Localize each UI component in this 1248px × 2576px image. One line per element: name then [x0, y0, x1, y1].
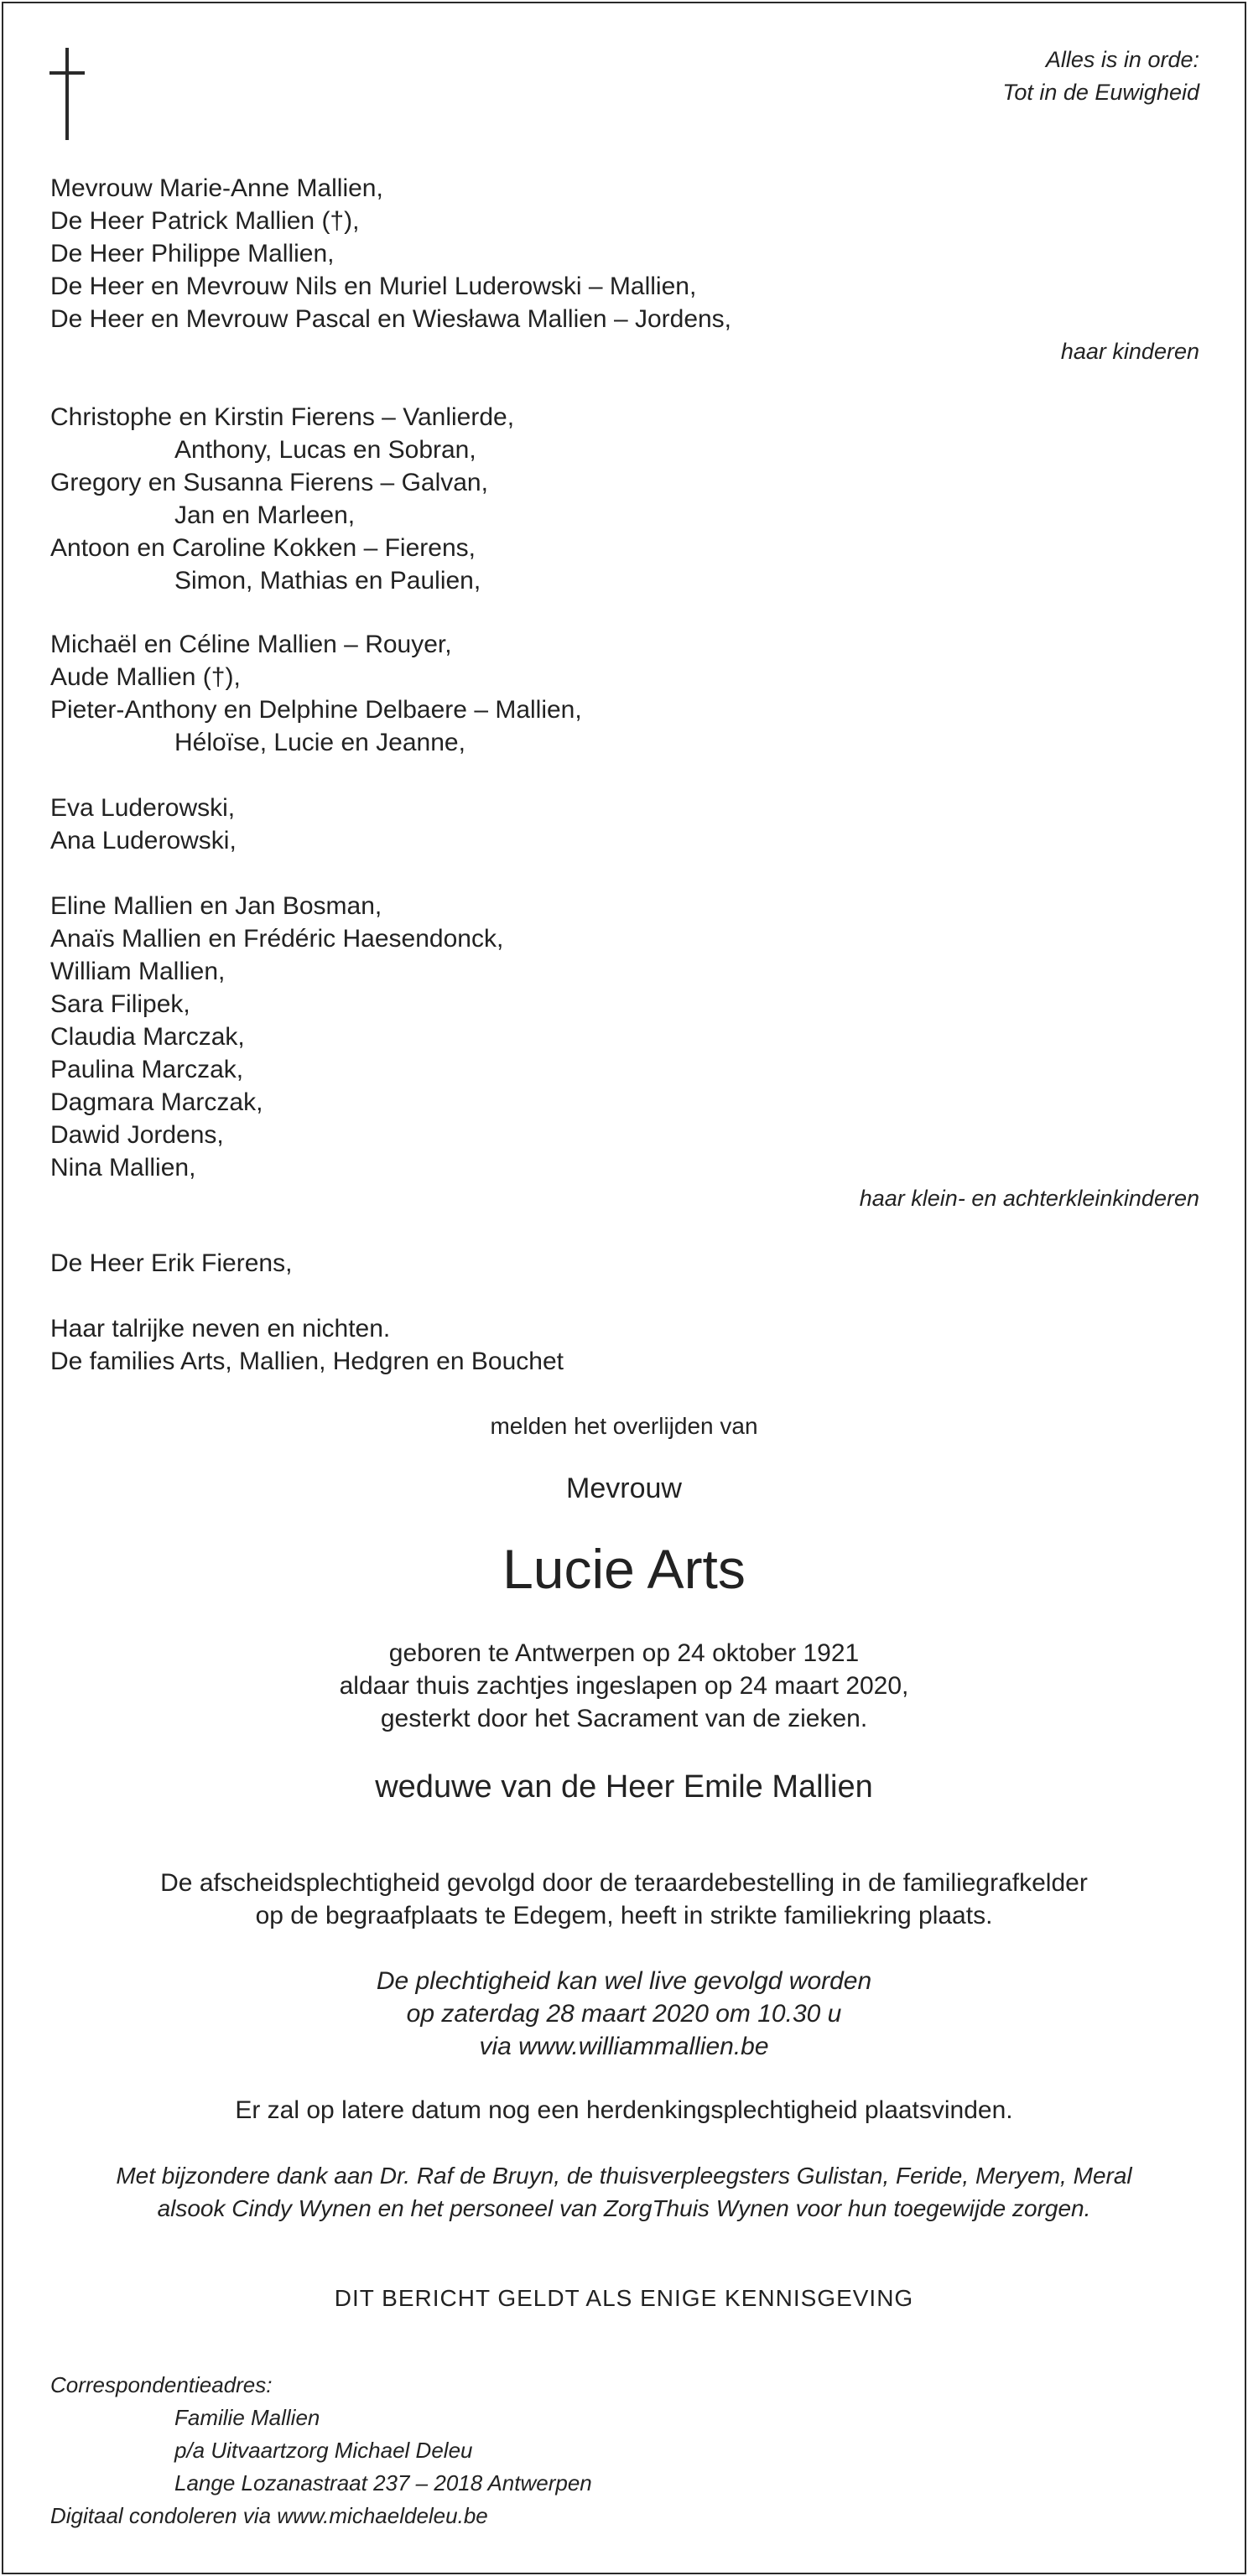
- family-line: Mevrouw Marie-Anne Mallien,: [50, 174, 383, 202]
- family-line: Anthony, Lucas en Sobran,: [174, 436, 476, 464]
- family-line: Pieter-Anthony en Delphine Delbaere – Mallien,: [50, 696, 582, 724]
- family-line: William Mallien,: [50, 958, 226, 985]
- family-line: Michaël en Céline Mallien – Rouyer,: [50, 631, 452, 658]
- family-line: Paulina Marczak,: [50, 1056, 244, 1083]
- thanks-line: Met bijzondere dank aan Dr. Raf de Bruyn, de thuisverpleegsters Gulistan, Feride, Meryem, Meral: [116, 2163, 1132, 2189]
- widow-line: weduwe van de Heer Emile Mallien: [375, 1769, 873, 1805]
- family-line: De Heer Patrick Mallien (†),: [50, 207, 360, 235]
- family-line: Claudia Marczak,: [50, 1023, 245, 1051]
- thanks-line: alsook Cindy Wynen en het personeel van ZorgThuis Wynen voor hun toegewijde zorgen.: [157, 2195, 1091, 2221]
- deceased-title: Mevrouw: [566, 1472, 682, 1504]
- family-line: De Heer en Mevrouw Nils en Muriel Luderowski – Mallien,: [50, 273, 697, 300]
- correspondence-line: Lange Lozanastraat 237 – 2018 Antwerpen: [174, 2470, 592, 2496]
- family-line: Ana Luderowski,: [50, 827, 237, 854]
- cross-vertical-bar: [65, 48, 69, 140]
- family-line: Dagmara Marczak,: [50, 1088, 263, 1116]
- cross-horizontal-bar: [49, 71, 85, 75]
- family-line: Eline Mallien en Jan Bosman,: [50, 892, 382, 920]
- motto-line: Alles is in orde:: [1045, 47, 1199, 72]
- family-line: Nina Mallien,: [50, 1154, 196, 1182]
- motto: [1002, 44, 1199, 109]
- family-line: Sara Filipek,: [50, 990, 190, 1018]
- memorial-line: Er zal op latere datum nog een herdenkingsplechtigheid plaatsvinden.: [235, 2096, 1013, 2124]
- family-line: Christophe en Kirstin Fierens – Vanlierde,: [50, 403, 515, 431]
- announcement: melden het overlijden van: [490, 1413, 758, 1439]
- ceremony-line: De afscheidsplechtigheid gevolgd door de teraardebestelling in de familiegrafkelder: [160, 1869, 1088, 1897]
- family-line: Jan en Marleen,: [174, 501, 356, 529]
- motto-line: Tot in de Euwigheid: [1002, 80, 1199, 105]
- correspondence-label: Correspondentieadres:: [50, 2372, 273, 2397]
- bio-line: aldaar thuis zachtjes ingeslapen op 24 maart 2020,: [339, 1672, 909, 1700]
- family-line: Gregory en Susanna Fierens – Galvan,: [50, 469, 488, 496]
- family-line: Eva Luderowski,: [50, 794, 236, 822]
- grandchildren-caption: haar klein- en achterkleinkinderen: [859, 1186, 1199, 1211]
- correspondence-line: Familie Mallien: [174, 2405, 320, 2430]
- family-line: Simon, Mathias en Paulien,: [174, 567, 481, 595]
- livestream-line: De plechtigheid kan wel live gevolgd worden: [376, 1967, 872, 1995]
- condolence-line: Digitaal condoleren via www.michaeldeleu.be: [50, 2503, 488, 2528]
- family-line: Dawid Jordens,: [50, 1121, 224, 1149]
- family-line: De families Arts, Mallien, Hedgren en Bouchet: [50, 1348, 564, 1375]
- notice-line: DIT BERICHT GELDT ALS ENIGE KENNISGEVING: [334, 2285, 914, 2311]
- family-line: Haar talrijke neven en nichten.: [50, 1315, 391, 1343]
- bio-line: gesterkt door het Sacrament van de zieken.: [380, 1705, 868, 1732]
- livestream-line: via www.williammallien.be: [479, 2033, 769, 2060]
- family-line: De Heer Erik Fierens,: [50, 1249, 293, 1277]
- family-line: Antoon en Caroline Kokken – Fierens,: [50, 534, 476, 562]
- family-line: Héloïse, Lucie en Jeanne,: [174, 729, 465, 756]
- family-line: De Heer Philippe Mallien,: [50, 240, 335, 267]
- bio-line: geboren te Antwerpen op 24 oktober 1921: [388, 1639, 860, 1667]
- correspondence-line: p/a Uitvaartzorg Michael Deleu: [174, 2438, 473, 2463]
- livestream-line: op zaterdag 28 maart 2020 om 10.30 u: [406, 2000, 842, 2028]
- family-line: Aude Mallien (†),: [50, 663, 241, 691]
- children-caption: haar kinderen: [1060, 339, 1199, 364]
- deceased-name: Lucie Arts: [502, 1538, 746, 1600]
- family-line: Anaïs Mallien en Frédéric Haesendonck,: [50, 925, 504, 953]
- ceremony-line: op de begraafplaats te Edegem, heeft in strikte familiekring plaats.: [255, 1902, 993, 1929]
- family-line: De Heer en Mevrouw Pascal en Wiesława Mallien – Jordens,: [50, 305, 732, 333]
